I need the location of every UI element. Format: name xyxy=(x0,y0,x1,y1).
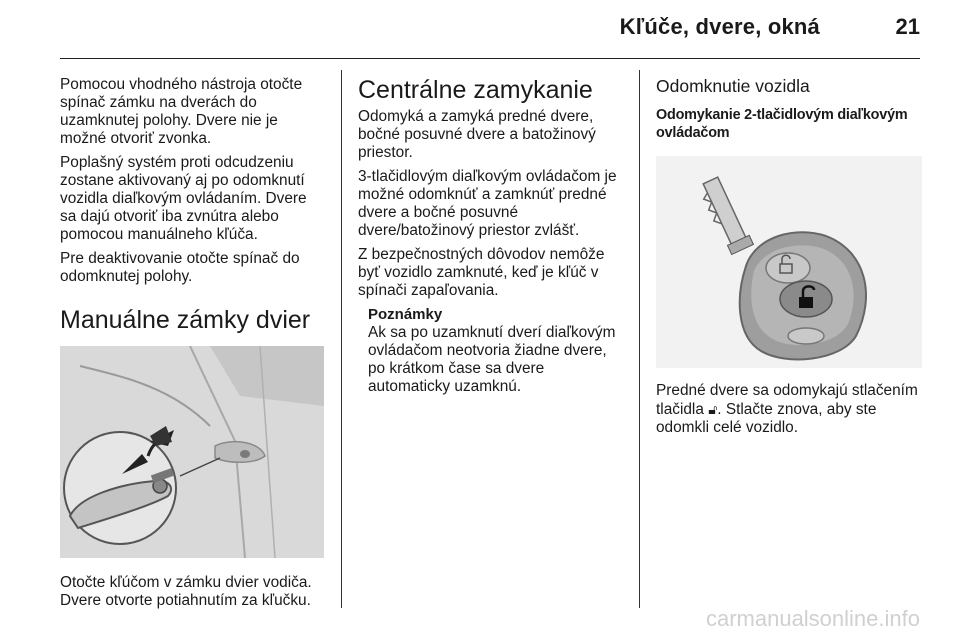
section-heading-manual-locks: Manuálne zámky dvier xyxy=(60,306,311,334)
paragraph: Predné dvere sa odomykajú stlačením tlačidla 🔓︎. Stlačte znova, aby ste odomkli celé vozidlo. xyxy=(656,382,918,436)
column-1 xyxy=(60,76,326,616)
door-lock-illustration xyxy=(60,346,324,558)
column-2 xyxy=(358,76,624,402)
section-heading-unlock: Odomknutie vozidla xyxy=(656,76,810,96)
page-number: 21 xyxy=(895,14,920,39)
note-text: Ak sa po uzamknutí dverí diaľkovým ovládačom neotvoria žiadne dvere, po krátkom čase sa dvere automaticky uzamknú. xyxy=(368,324,616,395)
paragraph: Odomyká a zamyká predné dvere, bočné posuvné dvere a batožinový priestor. xyxy=(358,108,596,161)
note-box xyxy=(358,306,624,396)
section-heading-central-locking: Centrálne zamykanie xyxy=(358,76,593,104)
column-divider xyxy=(341,70,342,608)
figure-caption: Otočte kľúčom v zámku dvier vodiča. Dvere otvorte potiahnutím za kľučku. xyxy=(60,574,312,609)
unlock-icon: 🔓︎ xyxy=(708,401,718,417)
watermark: carmanualsonline.info xyxy=(705,606,920,631)
paragraph: Pre deaktivovanie otočte spínač do odomknutej polohy. xyxy=(60,250,300,285)
header-title: Kľúče, dvere, okná xyxy=(619,14,820,39)
paragraph: Pomocou vhodného nástroja otočte spínač zámku na dverách do uzamknutej polohy. Dvere nie je možné otvoriť zvonka. xyxy=(60,76,303,147)
column-divider xyxy=(639,70,640,608)
column-3 xyxy=(656,76,922,443)
paragraph: Poplašný systém proti odcudzeniu zostane aktivovaný aj po odomknutí vozidla diaľkovým ovládaním. Dvere sa dajú otvoriť iba zvnútra alebo pomocou manuálneho kľúča. xyxy=(60,154,307,243)
header-rule xyxy=(60,58,920,59)
note-title: Poznámky xyxy=(368,306,443,323)
paragraph: Z bezpečnostných dôvodov nemôže byť vozidlo zamknuté, keď je kľúč v spínači zapaľovania. xyxy=(358,246,605,299)
paragraph: 3-tlačidlovým diaľkovým ovládačom je možné odomknúť a zamknúť predné dvere a bočné posuvné dvere/batožinový priestor zvlášť. xyxy=(358,168,617,239)
subheading-2-button-remote: Odomykanie 2-tlačidlovým diaľkovým ovládačom xyxy=(656,107,908,141)
remote-key-illustration xyxy=(656,156,922,368)
